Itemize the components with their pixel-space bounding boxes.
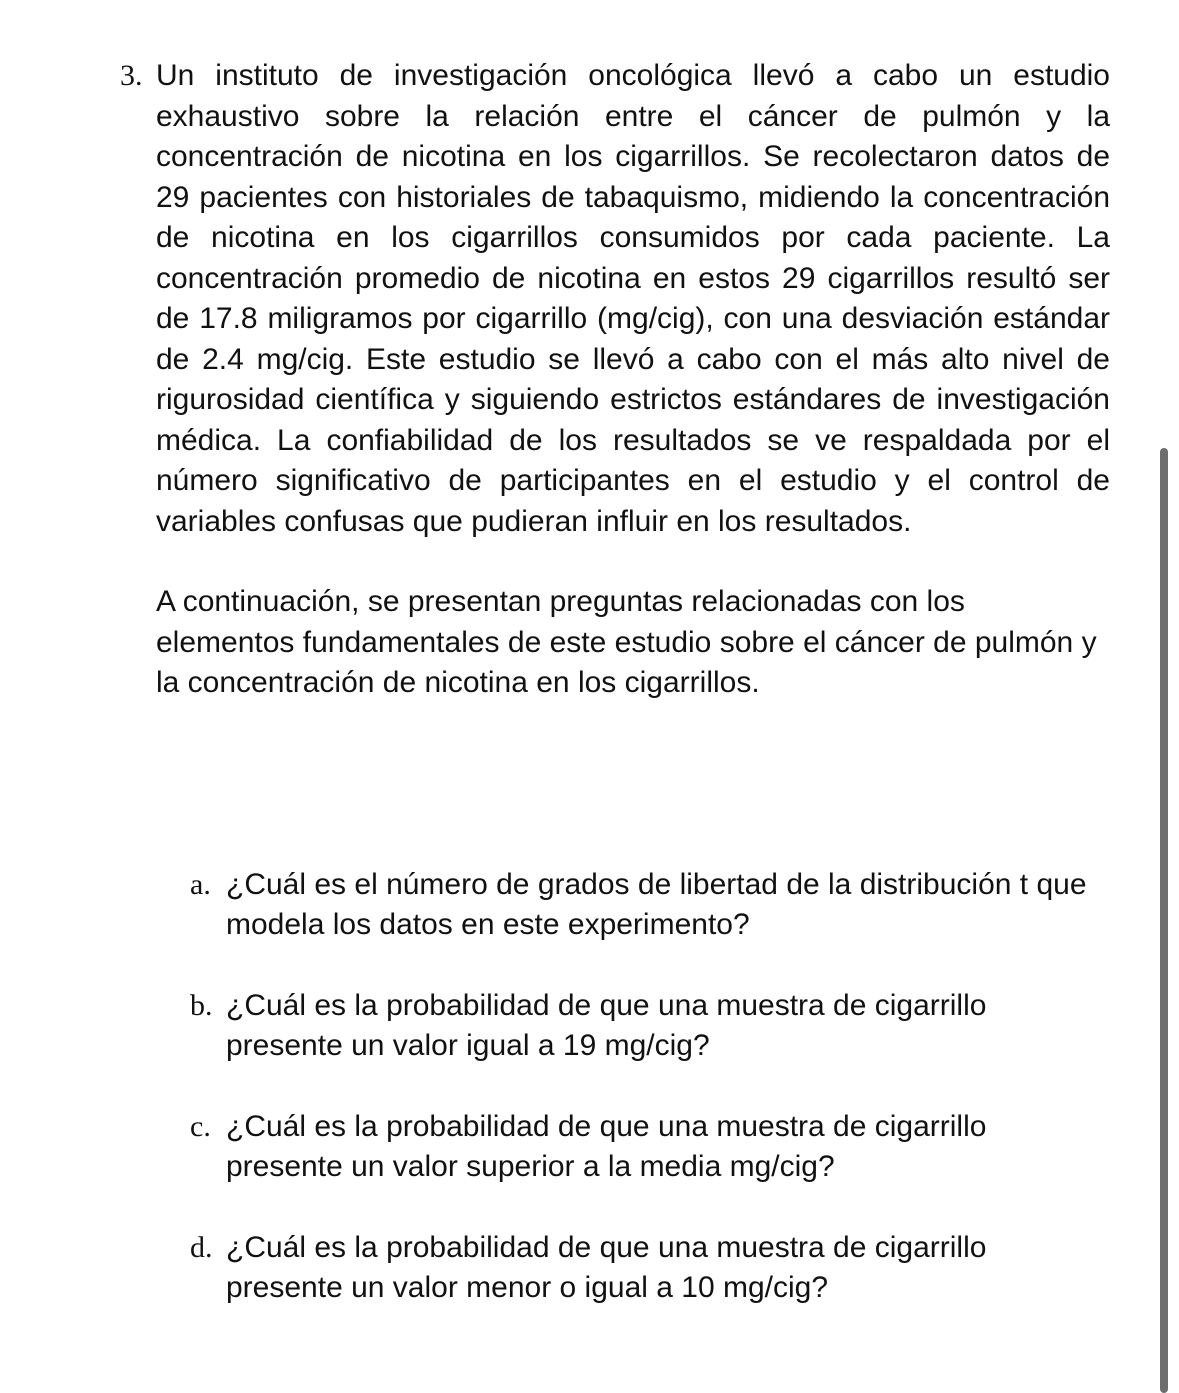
question-text: ¿Cuál es el número de grados de libertad de la distribución t que modela los datos en este experimento? — [226, 868, 1087, 941]
vertical-scrollbar[interactable] — [1160, 448, 1168, 1393]
question-letter: d. — [190, 1231, 213, 1264]
question-letter: b. — [190, 989, 213, 1022]
problem-3 — [120, 56, 1110, 704]
question-text: ¿Cuál es la probabilidad de que una muestra de cigarrillo presente un valor superior a la media mg/cig? — [226, 1110, 987, 1183]
problem-number: 3. — [120, 59, 143, 92]
question-item-d — [190, 1228, 1110, 1308]
question-text: ¿Cuál es la probabilidad de que una muestra de cigarrillo presente un valor menor o igual a 10 mg/cig? — [226, 1231, 987, 1304]
question-item-a — [190, 865, 1110, 945]
question-text: ¿Cuál es la probabilidad de que una muestra de cigarrillo presente un valor igual a 19 mg/cig? — [226, 989, 987, 1062]
question-letter: c. — [190, 1110, 211, 1143]
question-item-b — [190, 986, 1110, 1066]
problem-intro: Un instituto de investigación oncológica llevó a cabo un estudio exhaustivo sobre la relación entre el cáncer de pulmón y la concentración de nicotina en los cigarrillos. Se recolectaron datos de 29 pacientes con historiales de tabaquismo, midiendo la concentración de nicotina en los cigarrillos consumidos por cada paciente. La concentración promedio de nicotina en estos 29 cigarrillos resultó ser de 17.8 miligramos por cigarrillo (mg/cig), con una desviación estándar de 2.4 mg/cig. Este estudio se llevó a cabo con el más alto nivel de rigurosidad científica y siguiendo estrictos estándares de investigación médica. La confiabilidad de los resultados se ve respaldada por el número significativo de participantes en el estudio y el control de variables confusas que pudieran influir en los resultados. — [156, 59, 1110, 538]
question-letter: a. — [190, 868, 211, 901]
question-item-c — [190, 1107, 1110, 1187]
problem-lead-in: A continuación, se presentan preguntas relacionadas con los elementos fundamentales de este estudio sobre el cáncer de pulmón y la concentración de nicotina en los cigarrillos. — [156, 585, 1097, 699]
question-list — [190, 865, 1110, 1349]
